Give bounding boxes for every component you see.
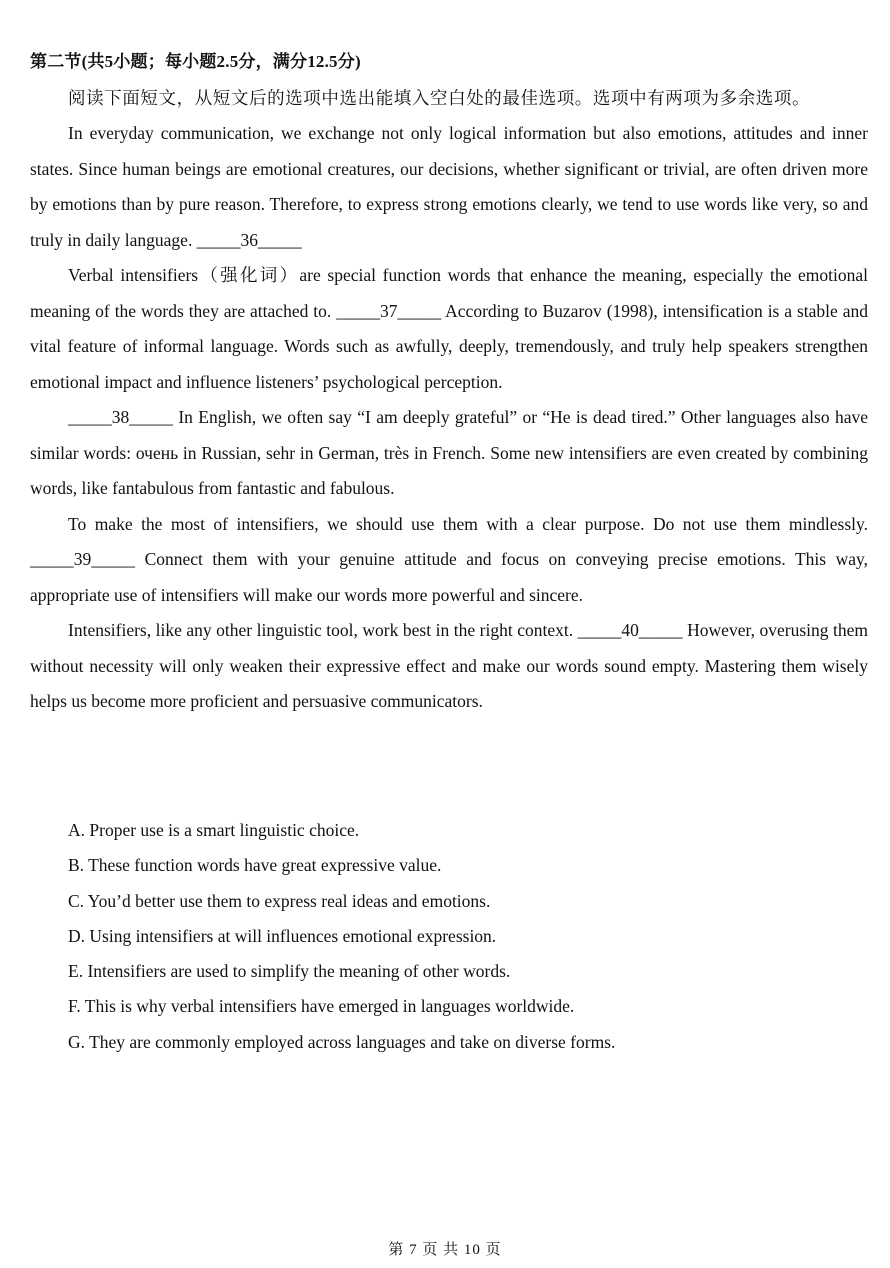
option-d: D. Using intensifiers at will influences emotional expression. xyxy=(68,925,497,946)
passage-paragraph-4 xyxy=(30,507,868,614)
paragraph-5-text-after: However, overusing them without necessity will only weaken their expressive effect and make our words sound empty. Mastering them wisely helps us become more proficient and persuasive communicators. xyxy=(30,620,869,711)
option-e: E. Intensifiers are used to simplify the meaning of other words. xyxy=(68,961,511,982)
option-g: G. They are commonly employed across languages and take on diverse forms. xyxy=(68,1031,616,1052)
blank-38: _____38_____ xyxy=(68,407,173,427)
paragraph-2-text-before: Verbal intensifiers（强化词）are special function words that enhance the meaning, especially the emotional meaning of the words they are attached to. xyxy=(30,265,868,321)
section-title: 第二节(共5小题；每小题2.5分，满分12.5分) xyxy=(30,52,361,71)
blank-37: _____37_____ xyxy=(336,300,442,321)
paragraph-4-text-after: Connect them with your genuine attitude and focus on conveying precise emotions. This way, appropriate use of intensifiers will make our words more powerful and sincere. xyxy=(30,549,869,605)
option-b: B. These function words have great expressive value. xyxy=(68,855,442,876)
option-a: A. Proper use is a smart linguistic choice. xyxy=(68,820,360,840)
passage-paragraph-2 xyxy=(30,258,868,400)
option-f: F. This is why verbal intensifiers have emerged in languages worldwide. xyxy=(68,996,575,1017)
paragraph-3-text-after: In English, we often say “I am deeply grateful” or “He is dead tired.” Other languages also have similar words: очень in Russian, sehr in German, très in French. Some new intensifiers are even created by combining words, like fantabulous from fantastic and fabulous. xyxy=(30,407,868,498)
blank-40: _____40_____ xyxy=(577,620,683,640)
answer-options xyxy=(68,813,848,1060)
blank-39: _____39_____ xyxy=(30,549,135,569)
page-footer: 第 7 页 共 10 页 xyxy=(388,1242,502,1258)
paragraph-5-text-before: Intensifiers, like any other linguistic tool, work best in the right context. xyxy=(68,620,574,640)
instruction-text: 阅读下面短文，从短文后的选项中选出能填入空白处的最佳选项。选项中有两项为多余选项。 xyxy=(68,88,811,108)
page-body xyxy=(30,48,868,720)
passage-paragraph-1 xyxy=(30,116,868,258)
passage-paragraph-5 xyxy=(30,613,868,720)
blank-36: _____36_____ xyxy=(196,229,302,250)
paragraph-1-text: In everyday communication, we exchange not only logical information but also emotions, attitudes and inner states. Since human beings are emotional creatures, our decisions, whether significant or trivial, are often driven more by emotions than by pure reason. Therefore, to express strong emotions clearly, we tend to use words like very, so and truly in daily language. xyxy=(30,123,868,250)
paragraph-4-text-before: To make the most of intensifiers, we should use them with a clear purpose. Do not use them mindlessly. xyxy=(68,513,868,534)
passage-paragraph-3 xyxy=(30,400,868,507)
option-c: C. You’d better use them to express real ideas and emotions. xyxy=(68,890,491,911)
paragraph-2-text-after: According to Buzarov (1998), intensification is a stable and vital feature of informal language. Words such as awfully, deeply, tremendously, and truly help speakers strengthen emotional impact and influence listeners’ psychological perception. xyxy=(30,300,868,392)
